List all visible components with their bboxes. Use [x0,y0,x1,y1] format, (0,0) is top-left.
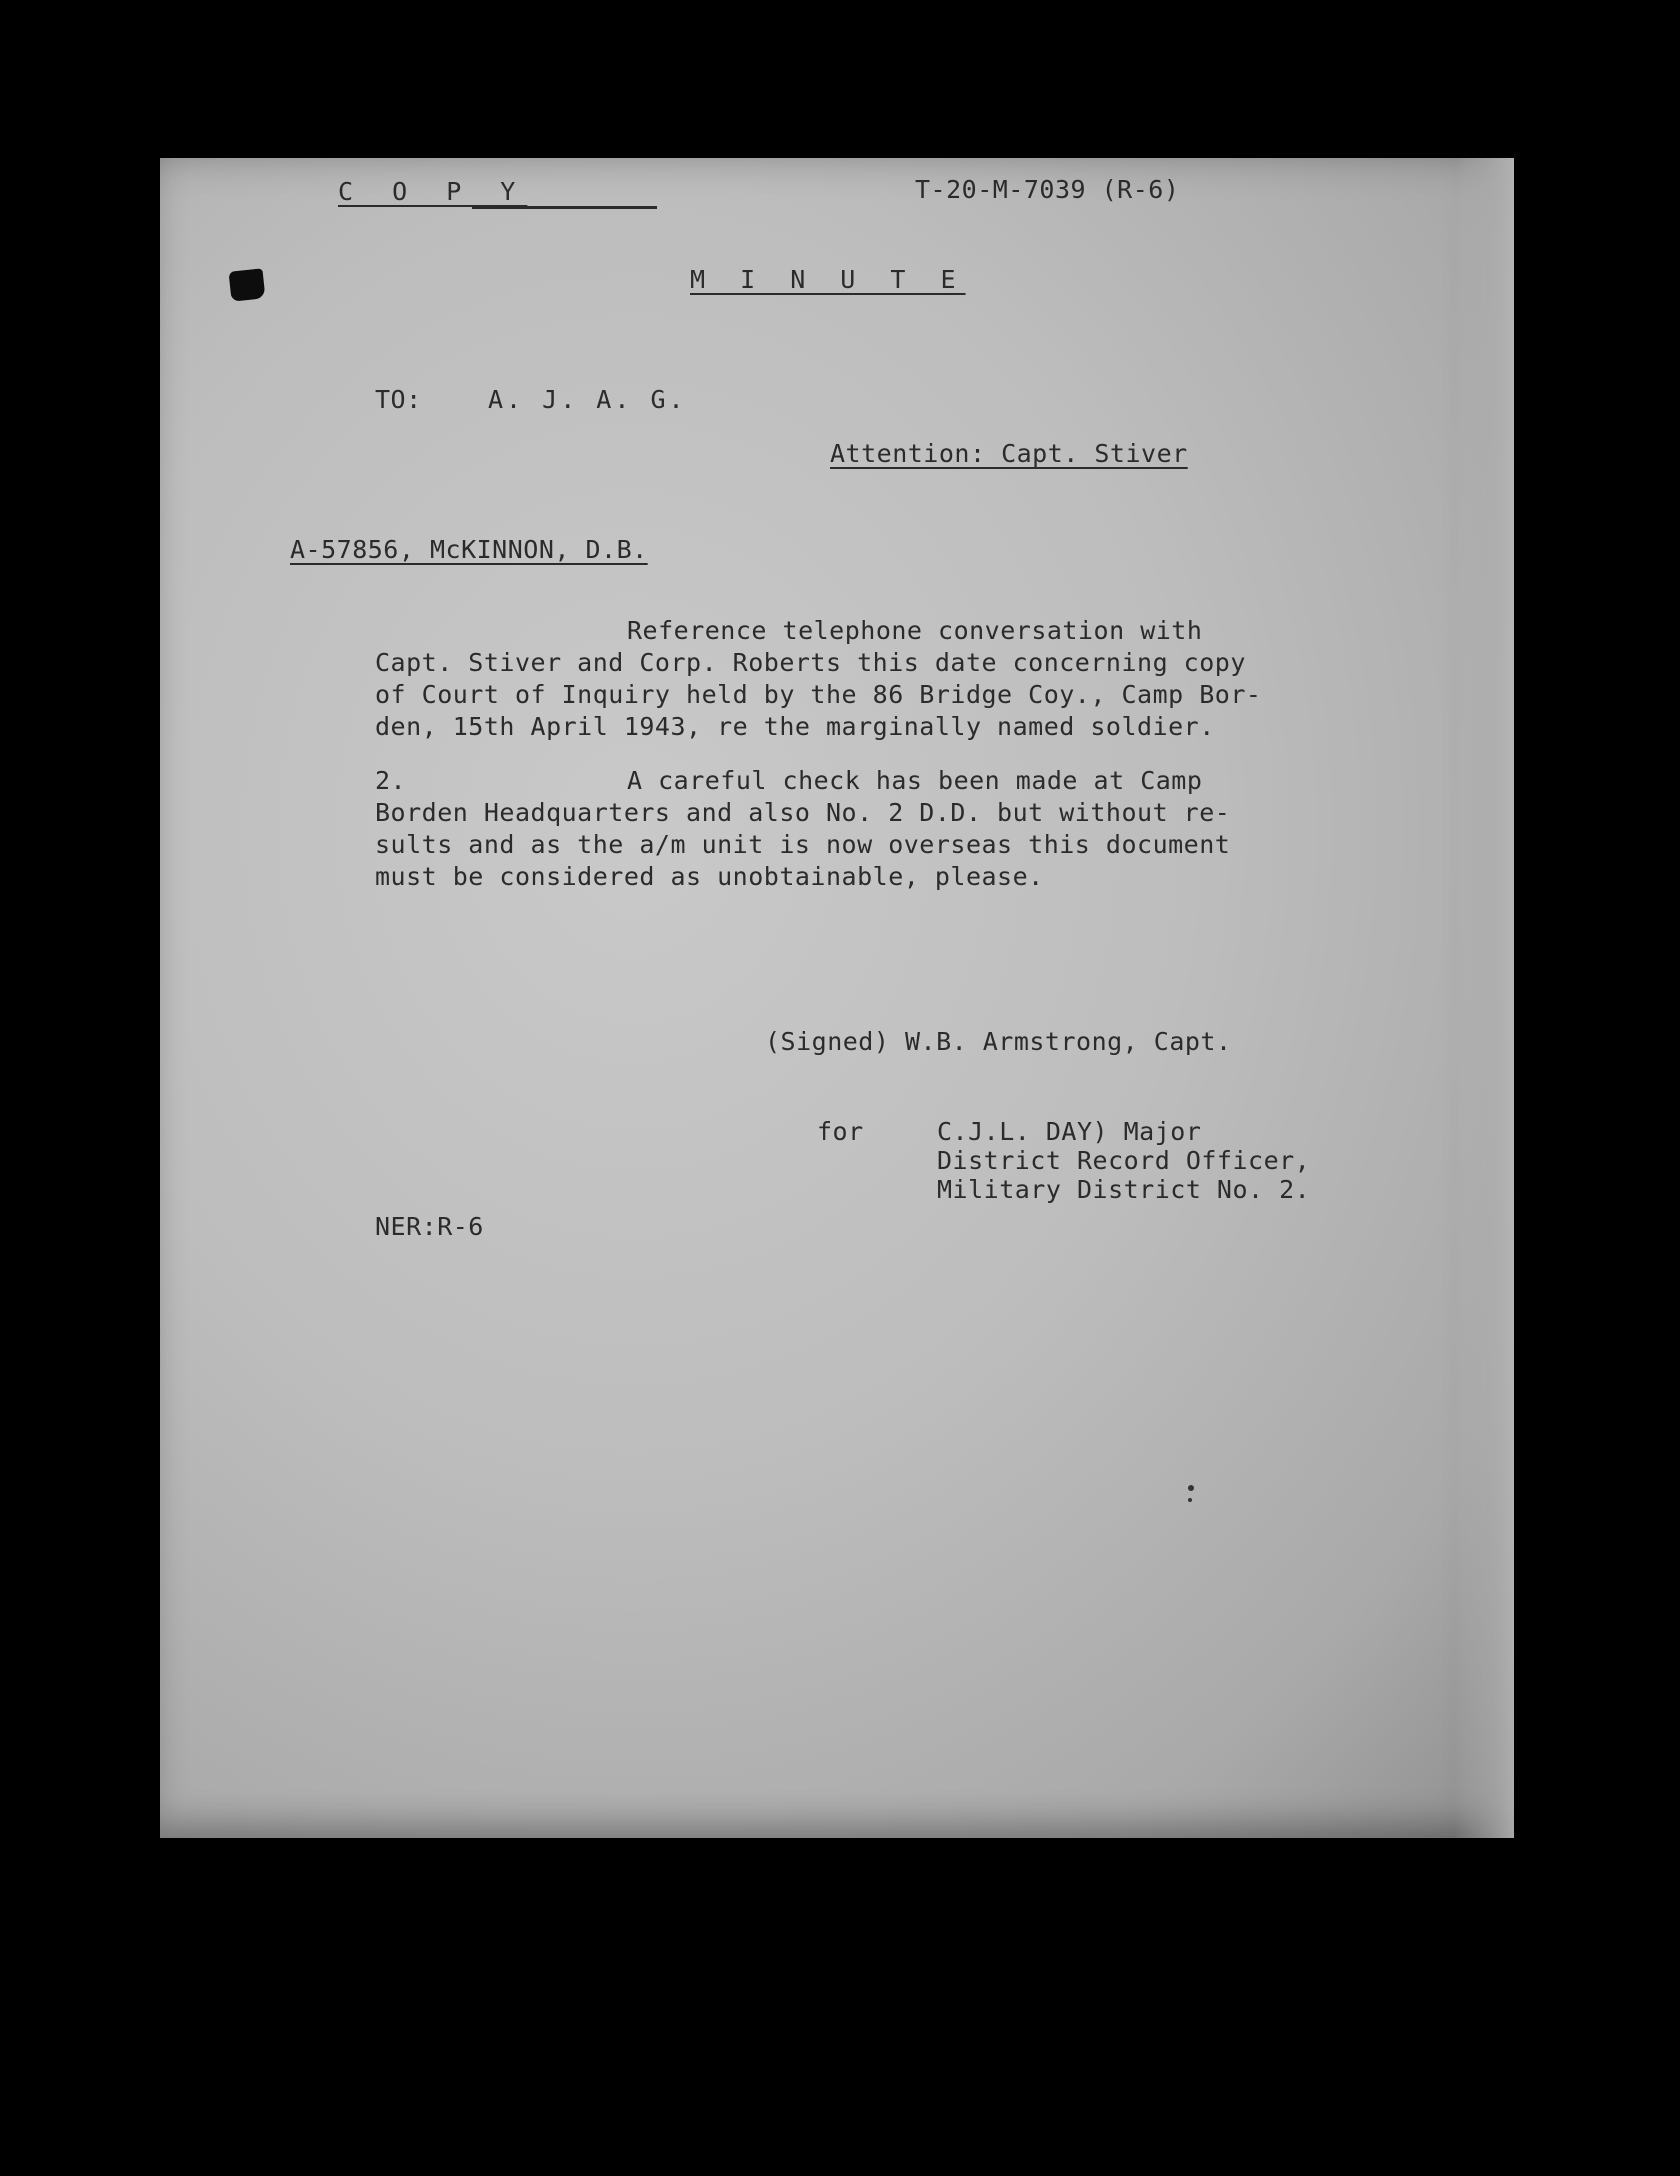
document-page [160,158,1514,1838]
attention-line: Attention: Capt. Stiver [830,439,1188,468]
paragraph-2-line-3: sults and as the a/m unit is now overseas this document [375,830,1231,859]
ink-speck [1188,1485,1194,1491]
paragraph-1-line-4: den, 15th April 1943, re the marginally named soldier. [375,712,1215,741]
file-reference: T-20-M-7039 (R-6) [915,175,1180,204]
paragraph-2-line-2: Borden Headquarters and also No. 2 D.D. but without re- [375,798,1231,827]
signatory-line-1: C.J.L. DAY) Major [937,1117,1202,1146]
signatory-line-3: Military District No. 2. [937,1175,1311,1204]
document-title: M I N U T E [690,265,966,294]
copy-underline [472,206,657,209]
copy-label: C O P Y [338,177,528,206]
paragraph-2-line-4: must be considered as unobtainable, please. [375,862,1044,891]
paragraph-1-line-1: Reference telephone conversation with [627,616,1203,645]
paragraph-1-line-3: of Court of Inquiry held by the 86 Bridge Coy., Camp Bor- [375,680,1262,709]
ink-speck [1188,1498,1192,1502]
paragraph-2-line-1: A careful check has been made at Camp [627,766,1203,795]
paragraph-1-line-2: Capt. Stiver and Corp. Roberts this date concerning copy [375,648,1246,677]
to-label: TO: [375,385,422,414]
paragraph-2-number: 2. [375,766,407,795]
signed-line: (Signed) W.B. Armstrong, Capt. [765,1027,1232,1056]
punch-hole-mark [229,268,266,301]
signatory-line-2: District Record Officer, [937,1146,1311,1175]
subject-line: A-57856, McKINNON, D.B. [290,535,648,564]
to-value: A. J. A. G. [488,385,687,414]
for-label: for [817,1117,864,1146]
reference-initials: NER:R-6 [375,1212,484,1241]
